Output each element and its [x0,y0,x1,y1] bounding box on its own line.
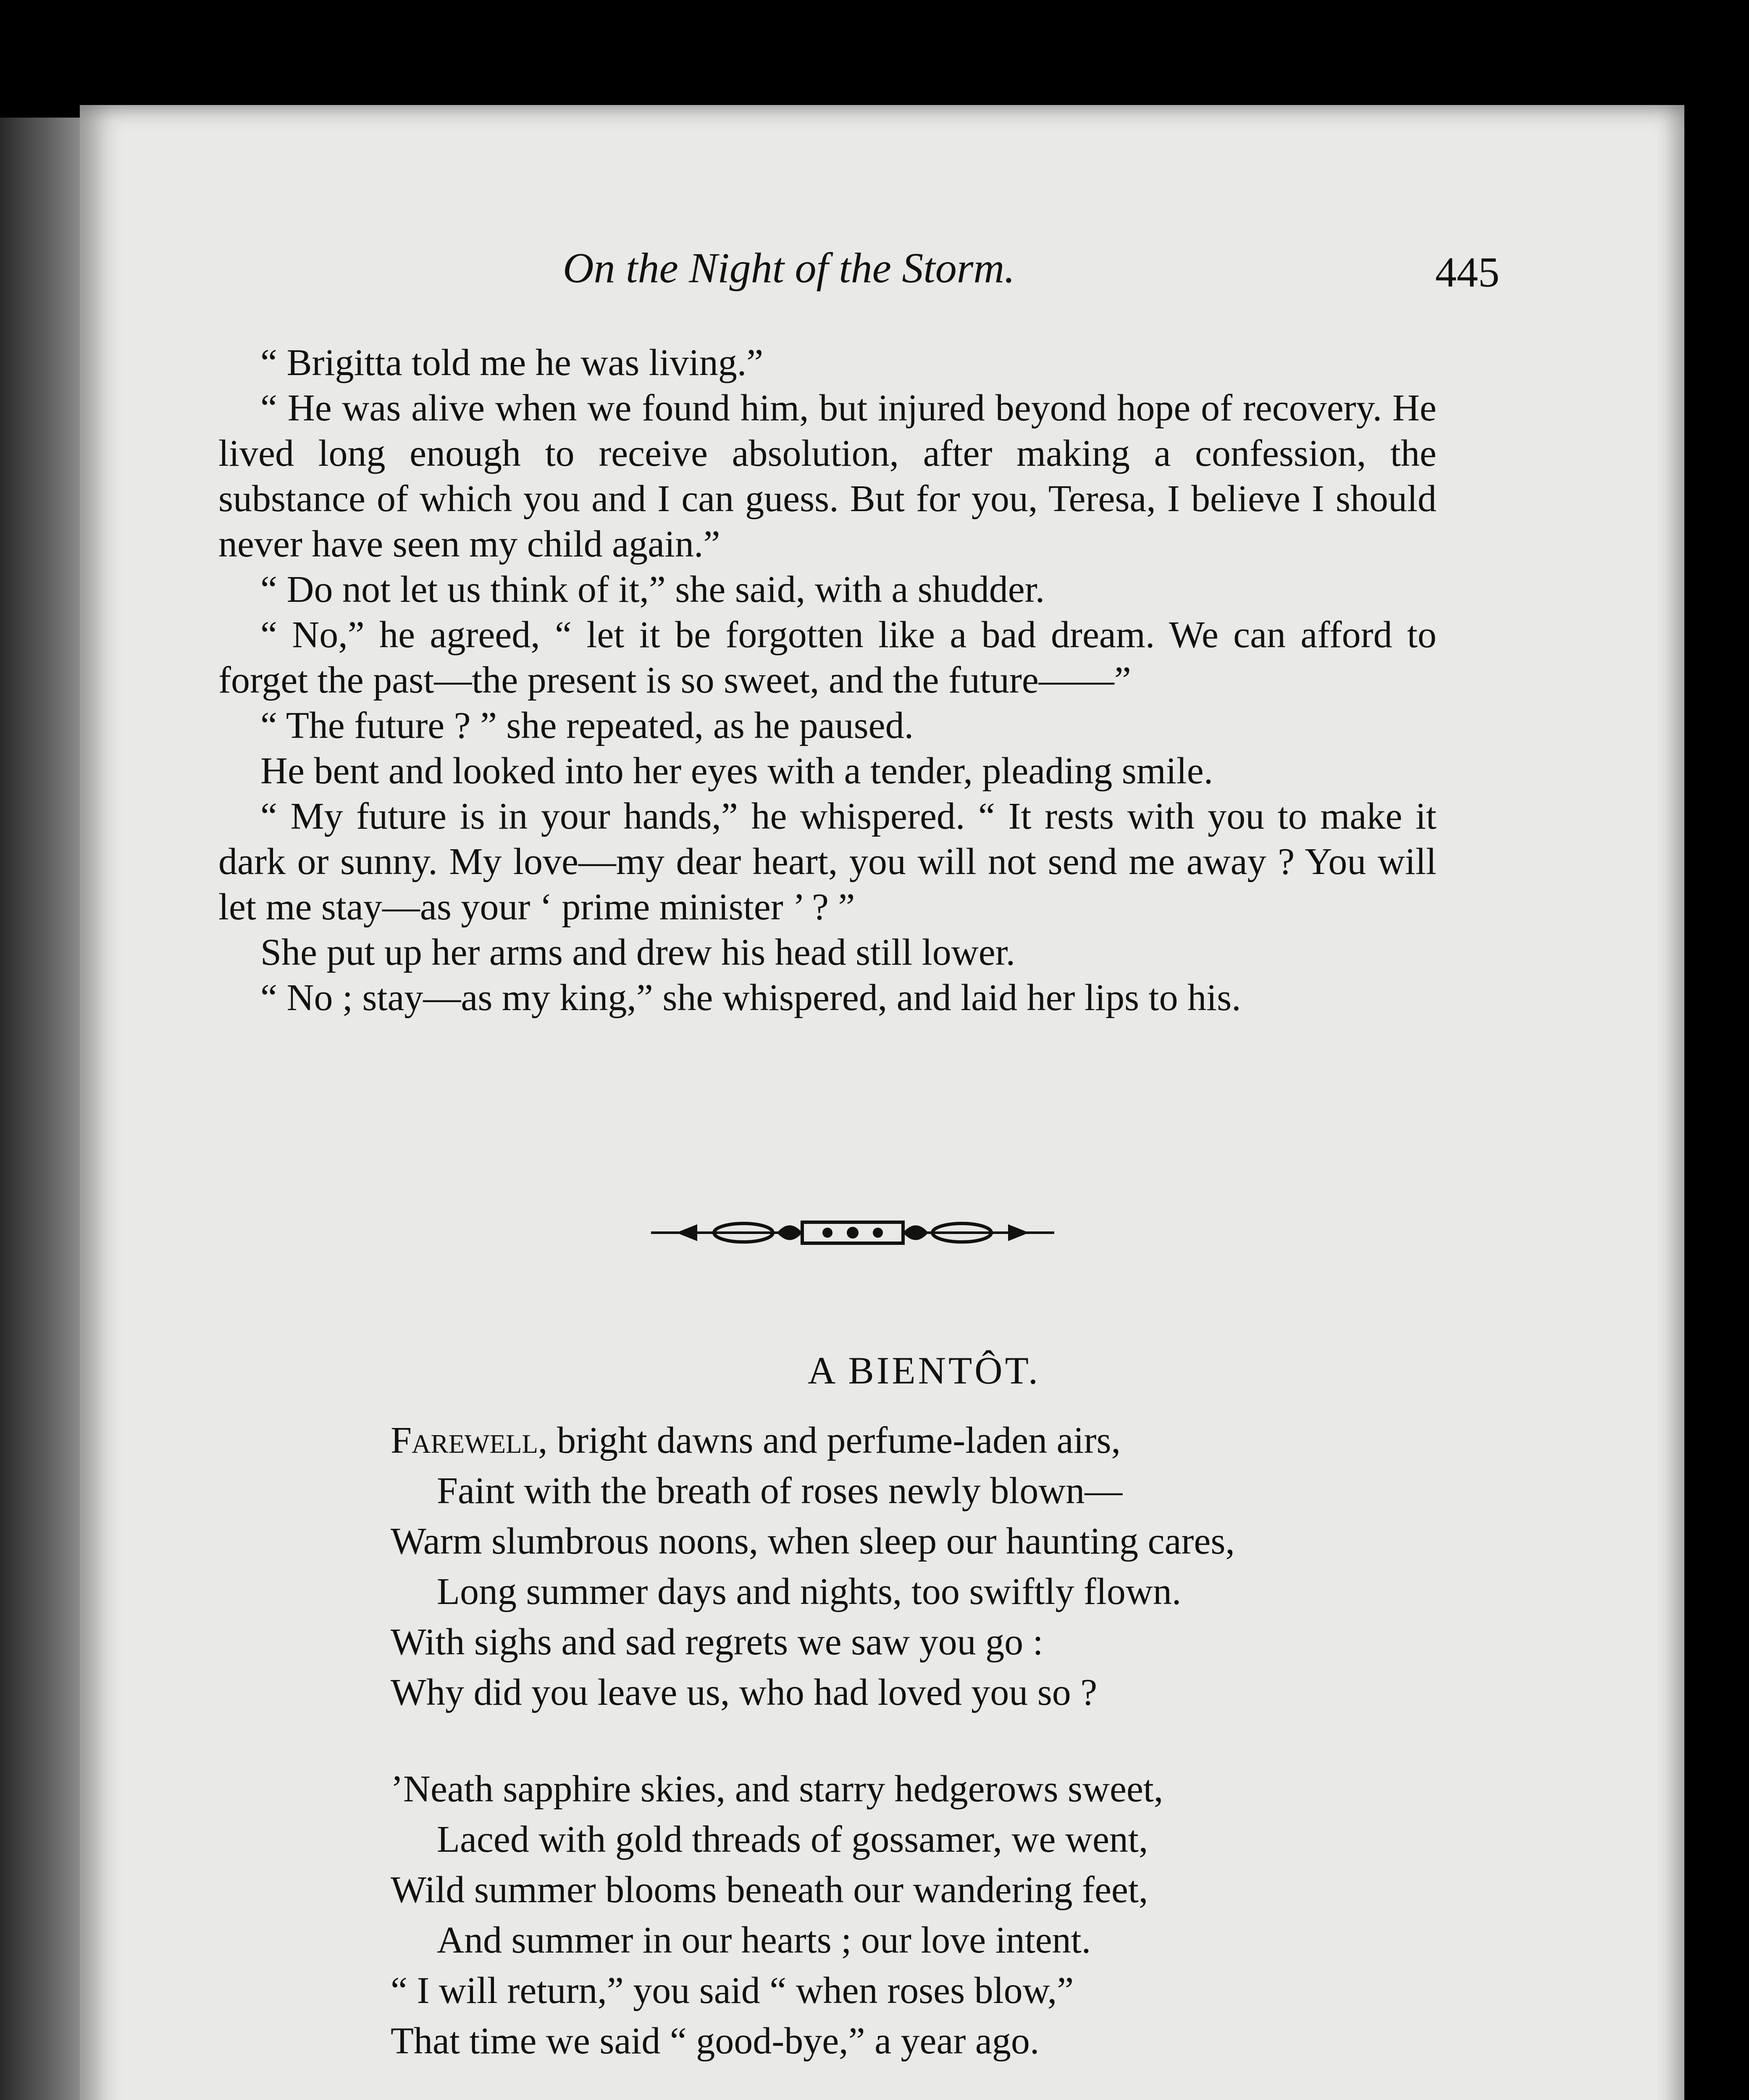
poem-line: Long summer days and nights, too swiftly flown. [437,1571,1182,1612]
paragraph: “ The future ? ” she repeated, as he paused. [260,705,914,746]
paragraph: “ No ; stay—as my king,” she whispered, and laid her lips to his. [260,977,1241,1018]
poem [391,1415,1483,2100]
poem-line: Laced with gold threads of gossamer, we went, [437,1819,1148,1860]
page-header [80,244,1684,302]
poem-line: ’Neath sapphire skies, and starry hedgerows sweet, [391,1768,1163,1810]
book-page [80,105,1684,2100]
paragraph: “ No,” he agreed, “ let it be forgotten like a bad dream. We can afford to forget the past—the present is so sweet, and the future——” [218,614,1436,701]
poem-line: “ I will return,” you said “ when roses blow,” [391,1970,1074,2011]
page-number: 445 [1435,249,1500,296]
poem-line: And summer in our hearts ; our love intent. [437,1919,1091,1961]
poem-title: A BIENTÔT. [807,1349,1040,1392]
poem-line: Warm slumbrous noons, when sleep our haunting cares, [391,1520,1235,1562]
stanza [391,1415,1483,1718]
poem-line: Wild summer blooms beneath our wandering feet, [391,1869,1148,1911]
poem-line: Faint with the breath of roses newly blown— [437,1470,1123,1512]
poem-line: That time we said “ good-bye,” a year ago. [391,2020,1040,2062]
paragraph: “ Do not let us think of it,” she said, with a shudder. [260,569,1045,610]
poem-line: Why did you leave us, who had loved you so ? [391,1672,1098,1713]
story-ending [218,340,1436,1021]
stanza [391,1764,1483,2066]
adjacent-page-edge [0,118,80,2100]
poem-first-word: Farewell [391,1420,538,1461]
paragraph: He bent and looked into her eyes with a tender, pleading smile. [260,750,1213,792]
paragraph: “ My future is in your hands,” he whispered. “ It rests with you to make it dark or sunny. My love—my dear heart, you will not send me away ? You will let me stay—as your ‘ prime minister ’ ? ” [218,795,1436,928]
poem-line: With sighs and sad regrets we saw you go : [391,1621,1043,1663]
paragraph: She put up her arms and drew his head still lower. [260,932,1016,973]
poem-line [391,1415,1483,1466]
paragraph: “ He was alive when we found him, but injured beyond hope of recovery. He lived long enough to receive absolution, after making a confession, the substance of which you and I can guess. But for you, Teresa, I believe I should never have seen my child again.” [218,387,1436,565]
poem-first-line-rest: , bright dawns and perfume-laden airs, [538,1420,1121,1461]
paragraph: “ Brigitta told me he was living.” [260,342,764,383]
running-title: On the Night of the Storm. [563,244,1015,292]
section-ornament-icon [651,1214,1054,1252]
